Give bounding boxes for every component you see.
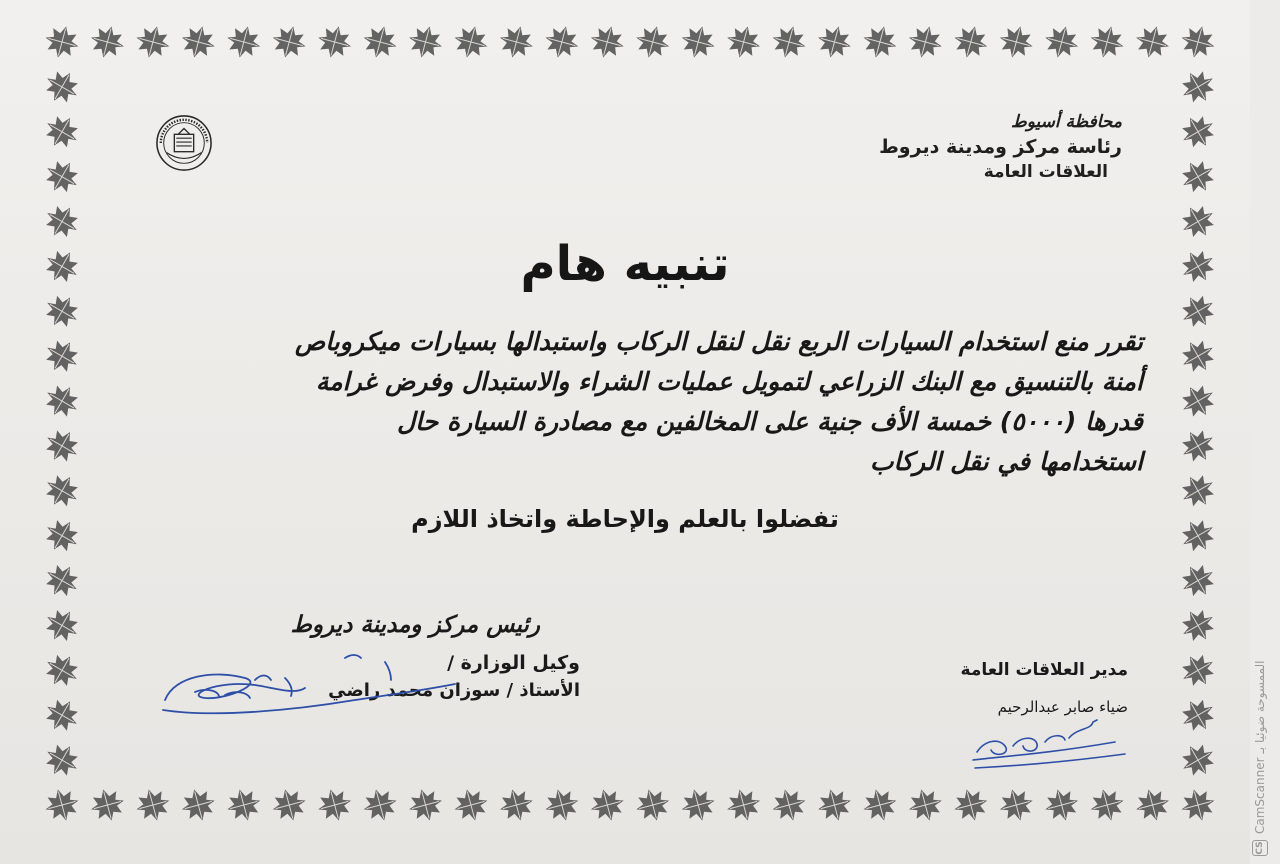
border-leaf: [1175, 558, 1220, 603]
border-leaf: [1175, 154, 1220, 199]
border-leaf: [41, 785, 82, 825]
border-leaf: [723, 785, 764, 825]
border-leaf: [314, 22, 355, 62]
signatory-left-role: وكيل الوزارة /: [447, 652, 580, 674]
border-leaf: [996, 22, 1037, 62]
signatory-left-title: رئيس مركز ومدينة ديروط: [290, 612, 540, 638]
border-leaf: [905, 785, 946, 825]
body-line: أمنة بالتنسيق مع البنك الزراعي لتمويل عمليات الشراء والاستبدال وفرض غرامة: [315, 367, 1143, 396]
border-leaf: [1175, 424, 1220, 469]
handwritten-signature-right: [965, 712, 1135, 774]
border-leaf: [905, 22, 946, 62]
border-leaf: [1177, 785, 1218, 825]
border-leaf: [269, 22, 310, 62]
border-leaf: [39, 603, 84, 648]
border-leaf: [360, 22, 401, 62]
border-leaf: [541, 785, 582, 825]
border-leaf: [814, 22, 855, 62]
border-leaf: [360, 785, 401, 825]
notice-body: [143, 322, 1143, 482]
body-line: قدرها (٥٠٠٠) خمسة الأف جنية على المخالفين مع مصادرة السيارة حال: [397, 407, 1143, 436]
border-leaf: [405, 22, 446, 62]
border-leaf: [39, 648, 84, 693]
border-leaf: [632, 785, 673, 825]
border-leaf: [39, 693, 84, 738]
letterhead: [879, 112, 1122, 182]
border-leaf: [1175, 289, 1220, 334]
border-leaf: [314, 785, 355, 825]
border-leaf: [39, 738, 84, 783]
border-leaf: [1175, 738, 1220, 783]
signature-block-right: [828, 660, 1128, 716]
border-leaf: [223, 22, 264, 62]
border-leaf: [1175, 603, 1220, 648]
government-seal-icon: [155, 114, 213, 172]
border-leaf: [587, 785, 628, 825]
border-leaf: [39, 289, 84, 334]
border-leaf: [859, 785, 900, 825]
closing-line: تفضلوا بالعلم والإحاطة واتخاذ اللازم: [411, 505, 839, 533]
border-leaf: [632, 22, 673, 62]
border-leaf: [768, 785, 809, 825]
handwritten-signature-left: [155, 640, 475, 730]
border-leaf: [587, 22, 628, 62]
watermark-text: CamScanner الممسوحة ضوئيا بـ: [1253, 660, 1267, 834]
border-leaf: [814, 785, 855, 825]
signatory-right-name: ضياء صابر عبدالرحيم: [997, 698, 1128, 716]
border-leaf: [39, 558, 84, 603]
border-leaf: [269, 785, 310, 825]
border-leaf: [859, 22, 900, 62]
border-leaf: [950, 22, 991, 62]
border-leaf: [496, 22, 537, 62]
border-leaf: [450, 785, 491, 825]
border-leaf: [1087, 22, 1128, 62]
border-leaf: [41, 22, 82, 62]
governorate-name: محافظة أسيوط: [1011, 112, 1122, 132]
border-leaf: [1041, 785, 1082, 825]
border-leaf: [39, 109, 84, 154]
border-leaf: [87, 22, 128, 62]
border-leaf: [678, 22, 719, 62]
border-leaf: [1175, 65, 1220, 110]
border-leaf: [178, 22, 219, 62]
border-leaf: [132, 785, 173, 825]
border-leaf: [450, 22, 491, 62]
border-leaf: [996, 785, 1037, 825]
border-leaf: [39, 334, 84, 379]
border-leaf: [1132, 22, 1173, 62]
border-leaf: [1041, 22, 1082, 62]
border-leaf: [768, 22, 809, 62]
scanner-watermark: [1252, 661, 1268, 864]
border-leaf: [1175, 379, 1220, 424]
border-leaf: [1175, 648, 1220, 693]
border-leaf: [496, 785, 537, 825]
camscanner-icon: CS: [1252, 840, 1268, 856]
border-leaf: [723, 22, 764, 62]
border-leaf: [39, 154, 84, 199]
border-leaf: [39, 65, 84, 110]
border-leaf: [405, 785, 446, 825]
notice-title: تنبيه هام: [520, 236, 730, 292]
body-line: استخدامها في نقل الركاب: [869, 447, 1143, 476]
body-line: تقرر منع استخدام السيارات الربع نقل لنقل الركاب واستبدالها بسيارات ميكروباص: [294, 327, 1143, 356]
department-name: العلاقات العامة: [983, 162, 1108, 182]
border-leaf: [1087, 785, 1128, 825]
signatory-left-name: الأستاذ / سوزان محمد راضي: [328, 680, 580, 701]
border-leaf: [1175, 693, 1220, 738]
border-leaf: [132, 22, 173, 62]
border-leaf: [1177, 22, 1218, 62]
border-leaf: [1132, 785, 1173, 825]
council-name: رئاسة مركز ومدينة ديروط: [879, 136, 1122, 158]
border-leaf: [39, 424, 84, 469]
border-leaf: [178, 785, 219, 825]
border-leaf: [223, 785, 264, 825]
border-leaf: [87, 785, 128, 825]
signatory-right-title: مدير العلاقات العامة: [960, 660, 1128, 680]
border-leaf: [1175, 109, 1220, 154]
border-leaf: [541, 22, 582, 62]
border-leaf: [39, 379, 84, 424]
border-leaf: [678, 785, 719, 825]
border-leaf: [950, 785, 991, 825]
border-leaf: [1175, 334, 1220, 379]
